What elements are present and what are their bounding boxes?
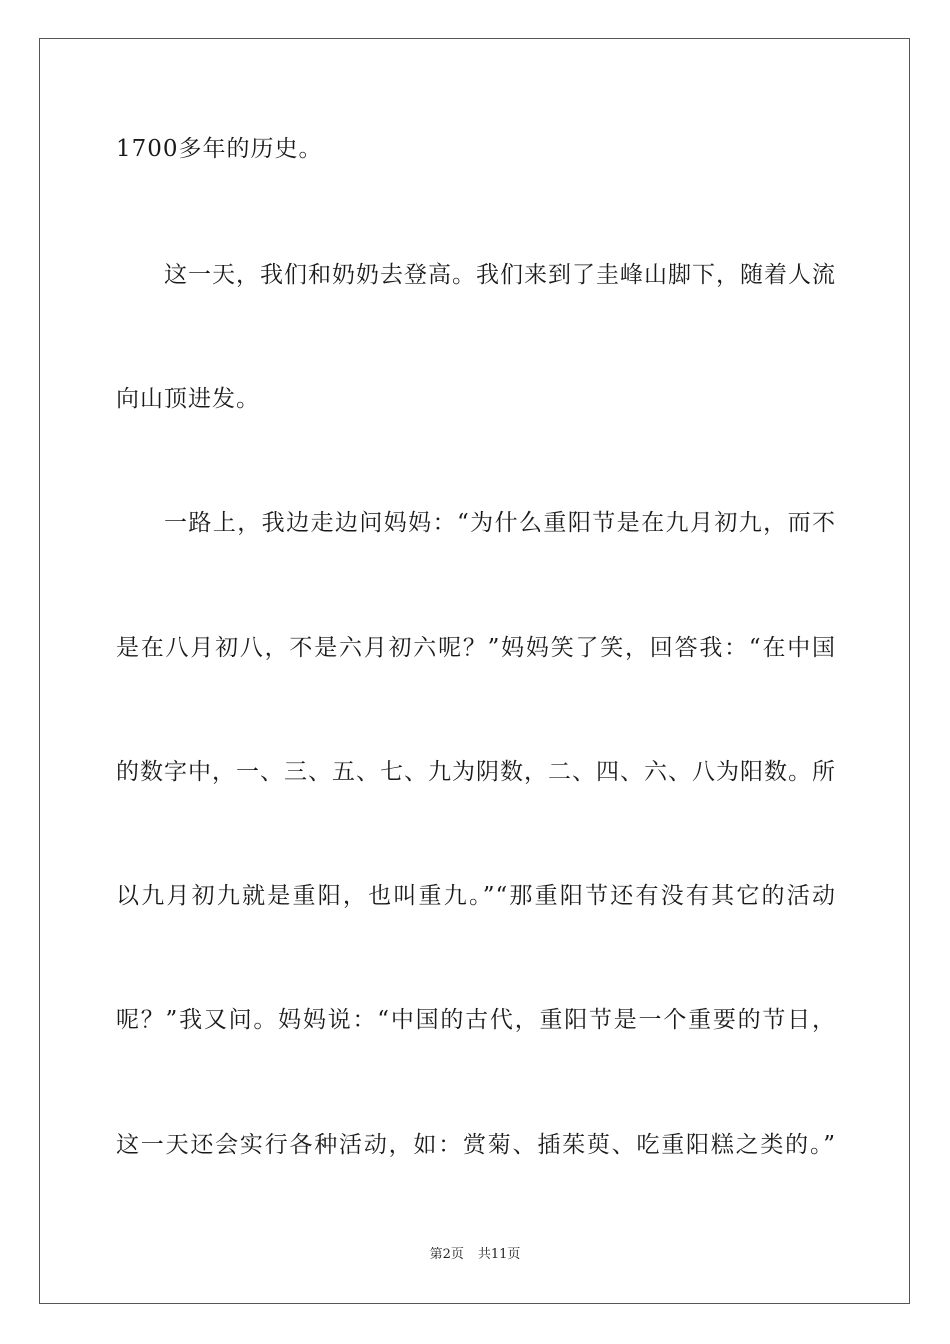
text-line-8: 呢？”我又问。妈妈说：“中国的古代，重阳节是一个重要的节日，: [116, 1007, 836, 1033]
text-line-5: 是在八月初八，不是六月初六呢？”妈妈笑了笑，回答我：“在中国: [116, 635, 836, 661]
page-total: 共11页: [477, 1247, 521, 1262]
page-border: [39, 38, 910, 1304]
text-line-3: 向山顶进发。: [116, 386, 260, 412]
text-line-6: 的数字中，一、三、五、七、九为阴数，二、四、六、八为阳数。所: [116, 759, 836, 785]
text-line-4: 一路上，我边走边问妈妈：“为什么重阳节是在九月初九，而不: [164, 510, 836, 536]
page-footer: [0, 1246, 950, 1264]
text-line-9: 这一天还会实行各种活动，如：赏菊、插茱萸、吃重阳糕之类的。”: [116, 1132, 836, 1158]
text-line-2: 这一天，我们和奶奶去登高。我们来到了圭峰山脚下，随着人流: [164, 262, 836, 288]
text-line-7: 以九月初九就是重阳，也叫重九。”“那重阳节还有没有其它的活动: [116, 883, 836, 909]
page-number: 第2页: [429, 1247, 464, 1262]
text-line-1: 1700多年的历史。: [116, 136, 323, 162]
